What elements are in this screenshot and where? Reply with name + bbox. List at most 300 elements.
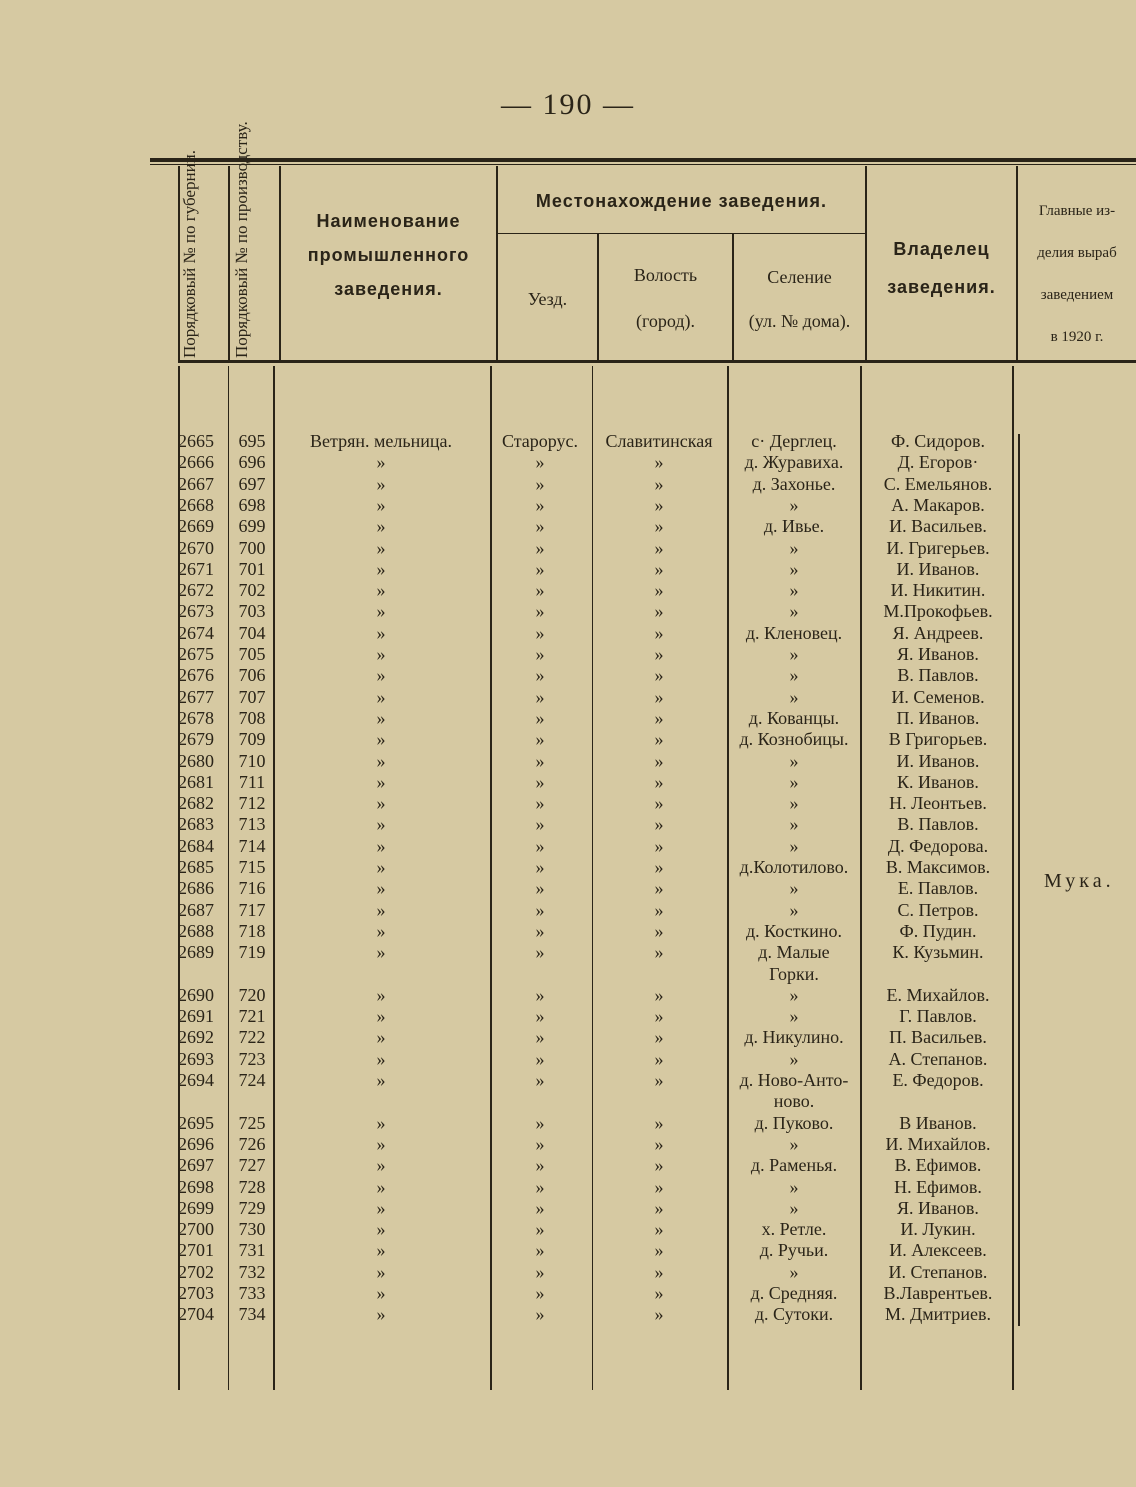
- header-name-line: Наименование: [316, 211, 461, 231]
- row-volost: »: [654, 622, 664, 643]
- row-establishment-name: »: [376, 452, 386, 473]
- row-establishment-name: »: [376, 1176, 386, 1197]
- row-number-province: 2682: [178, 793, 214, 814]
- row-number-province: 2680: [178, 750, 214, 771]
- row-number-province: 2683: [178, 814, 214, 835]
- header-col1-text: Порядковый № по губернии.: [180, 149, 199, 358]
- row-uezd: »: [535, 1048, 545, 1069]
- row-establishment-name: »: [376, 473, 386, 494]
- page-number: — 190 —: [501, 88, 635, 121]
- row-selenie: д. Захонье.: [752, 473, 836, 494]
- header-bottom-rule: [178, 360, 1136, 363]
- table-row: [178, 1049, 1018, 1070]
- row-volost: »: [654, 1070, 664, 1090]
- row-selenie: с· Дерглец.: [751, 431, 837, 451]
- row-volost: »: [654, 1112, 664, 1133]
- row-establishment-name: »: [376, 665, 386, 686]
- row-owner: Ф. Сидоров.: [890, 431, 986, 451]
- header-selenie-line: (ул. № дома).: [748, 311, 851, 331]
- header-name-line: промышленного: [307, 245, 470, 265]
- row-number-industry: 716: [238, 878, 266, 899]
- row-number-industry: 704: [238, 622, 266, 643]
- row-uezd: »: [535, 1197, 545, 1218]
- row-owner: И. Никитин.: [890, 580, 986, 601]
- product-brace: [1018, 434, 1026, 1326]
- row-number-industry: 727: [238, 1155, 266, 1176]
- row-number-province: 2684: [178, 835, 214, 856]
- row-number-industry: 725: [238, 1112, 266, 1133]
- row-uezd: »: [535, 473, 545, 494]
- row-number-province: 2692: [178, 1027, 214, 1048]
- row-selenie: д. Ново-Анто-: [739, 1070, 849, 1090]
- header-volost: [599, 258, 732, 338]
- row-uezd: »: [535, 942, 545, 963]
- row-uezd: »: [535, 729, 545, 750]
- row-uezd: »: [535, 494, 545, 515]
- row-volost: »: [654, 473, 664, 494]
- row-selenie: д. Журавиха.: [744, 452, 844, 473]
- row-establishment-name: »: [376, 750, 386, 771]
- row-selenie: »: [789, 835, 799, 856]
- row-uezd: »: [535, 686, 545, 707]
- row-volost: »: [654, 793, 664, 814]
- row-number-province: 2679: [178, 729, 214, 750]
- row-owner: И. Васильев.: [889, 516, 987, 537]
- row-volost: »: [654, 729, 664, 750]
- row-owner: И. Алексеев.: [889, 1240, 987, 1261]
- row-number-province: 2686: [178, 878, 214, 899]
- row-selenie: »: [789, 494, 799, 515]
- row-number-industry: 711: [238, 771, 266, 792]
- row-owner: Ф. Пудин.: [899, 920, 977, 941]
- row-number-province: 2693: [178, 1048, 214, 1069]
- table-row: [178, 985, 1018, 1006]
- row-owner: А. Макаров.: [891, 494, 985, 515]
- row-number-industry: 720: [238, 984, 266, 1005]
- table-row: [178, 836, 1018, 857]
- row-establishment-name: »: [376, 1155, 386, 1176]
- row-number-industry: 717: [238, 899, 266, 920]
- row-number-industry: 715: [238, 857, 266, 877]
- row-volost: »: [654, 686, 664, 707]
- row-selenie: »: [789, 1197, 799, 1218]
- row-uezd: »: [535, 750, 545, 771]
- row-owner: А. Степанов.: [888, 1048, 988, 1069]
- location-subheader-rule: [496, 233, 865, 234]
- row-uezd: »: [535, 707, 545, 728]
- row-establishment-name: »: [376, 1006, 386, 1027]
- row-uezd: »: [535, 1006, 545, 1027]
- row-owner: Д. Егоров·: [897, 452, 979, 473]
- row-establishment-name: »: [376, 580, 386, 601]
- table-row: [178, 751, 1018, 772]
- row-selenie: »: [789, 1006, 799, 1027]
- row-uezd: »: [535, 1112, 545, 1133]
- row-owner: Е. Павлов.: [897, 878, 979, 899]
- row-owner: П. Васильев.: [889, 1027, 987, 1048]
- row-selenie: »: [789, 665, 799, 686]
- row-selenie: д. Пуково.: [754, 1112, 834, 1133]
- table-row: [178, 431, 1018, 452]
- row-owner: Н. Леонтьев.: [889, 793, 987, 814]
- row-owner: Я. Иванов.: [897, 1197, 979, 1218]
- row-uezd: »: [535, 1261, 545, 1282]
- row-establishment-name: »: [376, 1197, 386, 1218]
- row-establishment-name: Ветрян. мельница.: [310, 431, 452, 451]
- row-number-industry: 721: [238, 1006, 266, 1027]
- row-uezd: »: [535, 1070, 545, 1090]
- row-establishment-name: »: [376, 516, 386, 537]
- row-selenie: »: [789, 1048, 799, 1069]
- row-selenie: »: [789, 1133, 799, 1154]
- row-volost: »: [654, 1304, 664, 1325]
- header-name-line: заведения.: [334, 279, 443, 299]
- table-row: [178, 516, 1018, 537]
- table-row: [178, 1006, 1018, 1027]
- row-establishment-name: »: [376, 878, 386, 899]
- header-owner-line: заведения.: [887, 277, 996, 297]
- row-volost: »: [654, 750, 664, 771]
- row-number-province: 2703: [178, 1283, 214, 1303]
- table-row: [178, 1027, 1018, 1048]
- row-volost: »: [654, 707, 664, 728]
- product-label: Мука.: [1044, 870, 1115, 892]
- header-name: [281, 204, 496, 306]
- row-owner: В Иванов.: [899, 1112, 977, 1133]
- row-selenie-continuation: Горки.: [769, 963, 819, 984]
- table-row: [178, 601, 1018, 622]
- row-number-industry: 695: [238, 431, 266, 451]
- row-number-industry: 726: [238, 1133, 266, 1154]
- row-establishment-name: »: [376, 793, 386, 814]
- row-establishment-name: »: [376, 1112, 386, 1133]
- table-row: [178, 452, 1018, 473]
- top-rule-thin: [150, 164, 1136, 165]
- row-volost: »: [654, 494, 664, 515]
- row-number-industry: 723: [238, 1048, 266, 1069]
- row-number-province: 2676: [178, 665, 214, 686]
- row-number-province: 2666: [178, 452, 214, 473]
- row-volost: »: [654, 601, 664, 622]
- row-number-province: 2704: [178, 1304, 214, 1325]
- header-products-line: в 1920 г.: [1050, 329, 1104, 345]
- row-establishment-name: »: [376, 1304, 386, 1325]
- row-volost: »: [654, 835, 664, 856]
- row-selenie: д.Колотилово.: [739, 857, 849, 877]
- row-selenie: »: [789, 537, 799, 558]
- row-uezd: »: [535, 771, 545, 792]
- row-volost: »: [654, 580, 664, 601]
- row-selenie: »: [789, 1176, 799, 1197]
- row-establishment-name: »: [376, 558, 386, 579]
- row-establishment-name: »: [376, 707, 386, 728]
- header-location: Местонахождение заведения.: [535, 191, 828, 211]
- header-owner-line: Владелец: [893, 239, 990, 259]
- row-number-industry: 729: [238, 1197, 266, 1218]
- row-number-industry: 705: [238, 644, 266, 664]
- row-number-province: 2695: [178, 1112, 214, 1133]
- row-uezd: »: [535, 793, 545, 814]
- table-row: [178, 878, 1018, 899]
- row-uezd: »: [535, 857, 545, 877]
- row-owner: И. Лукин.: [900, 1219, 976, 1240]
- table-row: [178, 623, 1018, 644]
- row-selenie: »: [789, 814, 799, 835]
- row-number-industry: 734: [238, 1304, 266, 1325]
- row-selenie: д. Ивье.: [763, 516, 825, 537]
- row-owner: И. Иванов.: [896, 750, 980, 771]
- row-number-province: 2665: [178, 431, 214, 451]
- row-number-province: 2678: [178, 707, 214, 728]
- header-volost-line: (город).: [635, 311, 696, 331]
- row-number-province: 2688: [178, 920, 214, 941]
- row-volost: »: [654, 665, 664, 686]
- row-owner: В. Ефимов.: [894, 1155, 982, 1176]
- row-owner: М.Прокофьев.: [883, 601, 993, 622]
- row-volost: Славитинская: [605, 431, 713, 451]
- table-row: [178, 857, 1018, 878]
- row-number-province: 2698: [178, 1176, 214, 1197]
- row-volost: »: [654, 1240, 664, 1261]
- row-owner: В. Павлов.: [897, 814, 979, 835]
- row-establishment-name: »: [376, 942, 386, 963]
- row-owner: Я. Андреев.: [892, 622, 984, 643]
- header-divider: [228, 166, 230, 362]
- row-owner: В. Павлов.: [897, 665, 979, 686]
- row-establishment-name: »: [376, 686, 386, 707]
- row-establishment-name: »: [376, 920, 386, 941]
- table-row: [178, 1262, 1018, 1283]
- row-owner: К. Кузьмин.: [892, 942, 984, 963]
- table-row: [178, 1219, 1018, 1240]
- row-number-industry: 713: [238, 814, 266, 835]
- row-number-industry: 707: [238, 686, 266, 707]
- table-row: [178, 580, 1018, 601]
- table-row: [178, 1304, 1018, 1325]
- row-uezd: »: [535, 1240, 545, 1261]
- table-row: [178, 1134, 1018, 1155]
- row-number-industry: 712: [238, 793, 266, 814]
- row-owner: Я. Иванов.: [897, 644, 979, 664]
- row-number-province: 2673: [178, 601, 214, 622]
- row-number-province: 2691: [178, 1006, 214, 1027]
- row-establishment-name: »: [376, 1027, 386, 1048]
- row-volost: »: [654, 1048, 664, 1069]
- row-volost: »: [654, 920, 664, 941]
- row-selenie: д. Ручьи.: [759, 1240, 829, 1261]
- row-number-province: 2685: [178, 857, 214, 877]
- row-number-province: 2696: [178, 1133, 214, 1154]
- row-volost: »: [654, 942, 664, 963]
- row-number-province: 2669: [178, 516, 214, 537]
- row-uezd: »: [535, 1133, 545, 1154]
- row-number-industry: 703: [238, 601, 266, 622]
- row-selenie: »: [789, 601, 799, 622]
- table-row: [178, 559, 1018, 580]
- row-uezd: »: [535, 558, 545, 579]
- row-number-industry: 730: [238, 1219, 266, 1240]
- row-establishment-name: »: [376, 644, 386, 664]
- table-row: [178, 942, 1018, 963]
- row-owner: И. Степанов.: [888, 1261, 988, 1282]
- table-row: [178, 921, 1018, 942]
- row-uezd: »: [535, 835, 545, 856]
- table-row: [178, 729, 1018, 750]
- header-col2-text: Порядковый № по производству.: [232, 121, 251, 358]
- row-volost: »: [654, 452, 664, 473]
- row-establishment-name: »: [376, 1070, 386, 1090]
- header-uezd: Уезд.: [527, 289, 568, 309]
- table-row: [178, 1198, 1018, 1219]
- table-row: [178, 1240, 1018, 1261]
- row-number-industry: 699: [238, 516, 266, 537]
- row-number-province: 2689: [178, 942, 214, 963]
- row-establishment-name: »: [376, 814, 386, 835]
- row-selenie: д. Кованцы.: [748, 707, 840, 728]
- header-owner: [867, 232, 1016, 304]
- row-owner: В Григорьев.: [888, 729, 988, 750]
- row-number-industry: 702: [238, 580, 266, 601]
- row-establishment-name: »: [376, 857, 386, 877]
- row-uezd: »: [535, 1027, 545, 1048]
- table-row: [178, 665, 1018, 686]
- row-volost: »: [654, 1155, 664, 1176]
- row-number-industry: 696: [238, 452, 266, 473]
- row-volost: »: [654, 899, 664, 920]
- row-number-province: 2699: [178, 1197, 214, 1218]
- row-owner: Е. Михайлов.: [886, 984, 990, 1005]
- row-establishment-name: »: [376, 984, 386, 1005]
- row-selenie: д. Кленовец.: [745, 622, 843, 643]
- row-owner: С. Емельянов.: [883, 473, 993, 494]
- row-establishment-name: »: [376, 1261, 386, 1282]
- row-uezd: »: [535, 537, 545, 558]
- row-selenie: д. Сутоки.: [754, 1304, 834, 1325]
- row-volost: »: [654, 878, 664, 899]
- row-uezd: »: [535, 665, 545, 686]
- row-owner: В. Максимов.: [885, 857, 991, 877]
- row-owner: В.Лаврентьев.: [883, 1283, 993, 1303]
- row-establishment-name: »: [376, 1283, 386, 1303]
- row-owner: И. Семенов.: [891, 686, 985, 707]
- row-volost: »: [654, 1133, 664, 1154]
- row-selenie: »: [789, 580, 799, 601]
- header-volost-line: Волость: [633, 265, 698, 285]
- row-uezd: »: [535, 516, 545, 537]
- row-uezd: »: [535, 644, 545, 664]
- row-selenie-continuation: ново.: [773, 1091, 815, 1112]
- row-number-province: 2702: [178, 1261, 214, 1282]
- header-products: [1018, 190, 1136, 358]
- row-establishment-name: »: [376, 601, 386, 622]
- row-number-industry: 698: [238, 494, 266, 515]
- table-row: [178, 474, 1018, 495]
- row-number-province: 2670: [178, 537, 214, 558]
- row-owner: Д. Федорова.: [887, 835, 989, 856]
- row-selenie: д. Кознобицы.: [739, 729, 849, 750]
- row-establishment-name: »: [376, 622, 386, 643]
- row-uezd: »: [535, 814, 545, 835]
- row-selenie: »: [789, 750, 799, 771]
- row-number-industry: 719: [238, 942, 266, 963]
- row-establishment-name: »: [376, 1048, 386, 1069]
- row-number-province: 2694: [178, 1070, 214, 1090]
- row-number-industry: 728: [238, 1176, 266, 1197]
- row-number-province: 2675: [178, 644, 214, 664]
- top-rule: [150, 158, 1136, 162]
- row-uezd: »: [535, 452, 545, 473]
- row-uezd: »: [535, 1155, 545, 1176]
- header-col2: [232, 121, 252, 358]
- row-number-province: 2697: [178, 1155, 214, 1176]
- row-number-industry: 706: [238, 665, 266, 686]
- table-row: [178, 793, 1018, 814]
- row-number-industry: 722: [238, 1027, 266, 1048]
- header-selenie-line: Селение: [767, 267, 832, 287]
- row-selenie: х. Ретле.: [761, 1219, 827, 1240]
- row-uezd: »: [535, 1304, 545, 1325]
- row-number-province: 2701: [178, 1240, 214, 1261]
- table-row: [178, 644, 1018, 665]
- row-number-province: 2674: [178, 622, 214, 643]
- row-number-industry: 710: [238, 750, 266, 771]
- row-establishment-name: »: [376, 835, 386, 856]
- row-establishment-name: »: [376, 1219, 386, 1240]
- row-uezd: »: [535, 1176, 545, 1197]
- row-number-industry: 701: [238, 558, 266, 579]
- row-volost: »: [654, 558, 664, 579]
- row-volost: »: [654, 857, 664, 877]
- row-number-industry: 700: [238, 537, 266, 558]
- row-selenie: »: [789, 644, 799, 664]
- row-owner: И. Иванов.: [896, 558, 980, 579]
- row-volost: »: [654, 537, 664, 558]
- row-volost: »: [654, 1027, 664, 1048]
- row-establishment-name: »: [376, 1133, 386, 1154]
- row-number-industry: 732: [238, 1261, 266, 1282]
- row-selenie: »: [789, 686, 799, 707]
- row-selenie: »: [789, 899, 799, 920]
- row-uezd: »: [535, 580, 545, 601]
- table-row: [178, 814, 1018, 835]
- row-owner: П. Иванов.: [896, 707, 980, 728]
- row-number-province: 2677: [178, 686, 214, 707]
- table-row: [178, 1070, 1018, 1091]
- header-selenie: [734, 260, 865, 338]
- row-owner: С. Петров.: [897, 899, 979, 920]
- row-selenie: »: [789, 878, 799, 899]
- row-number-province: 2690: [178, 984, 214, 1005]
- row-uezd: »: [535, 899, 545, 920]
- row-uezd: »: [535, 1283, 545, 1303]
- row-selenie: »: [789, 771, 799, 792]
- row-volost: »: [654, 1006, 664, 1027]
- row-volost: »: [654, 516, 664, 537]
- row-owner: Н. Ефимов.: [894, 1176, 982, 1197]
- row-owner: К. Иванов.: [897, 771, 979, 792]
- row-volost: »: [654, 644, 664, 664]
- row-number-province: 2672: [178, 580, 214, 601]
- row-establishment-name: »: [376, 494, 386, 515]
- row-selenie: »: [789, 558, 799, 579]
- row-uezd: »: [535, 1219, 545, 1240]
- row-selenie: д. Малые: [758, 942, 830, 963]
- header-products-line: Главные из-: [1038, 203, 1116, 219]
- row-uezd: »: [535, 622, 545, 643]
- row-selenie: д. Средняя.: [750, 1283, 838, 1303]
- row-volost: »: [654, 1197, 664, 1218]
- table-row: [178, 1113, 1018, 1134]
